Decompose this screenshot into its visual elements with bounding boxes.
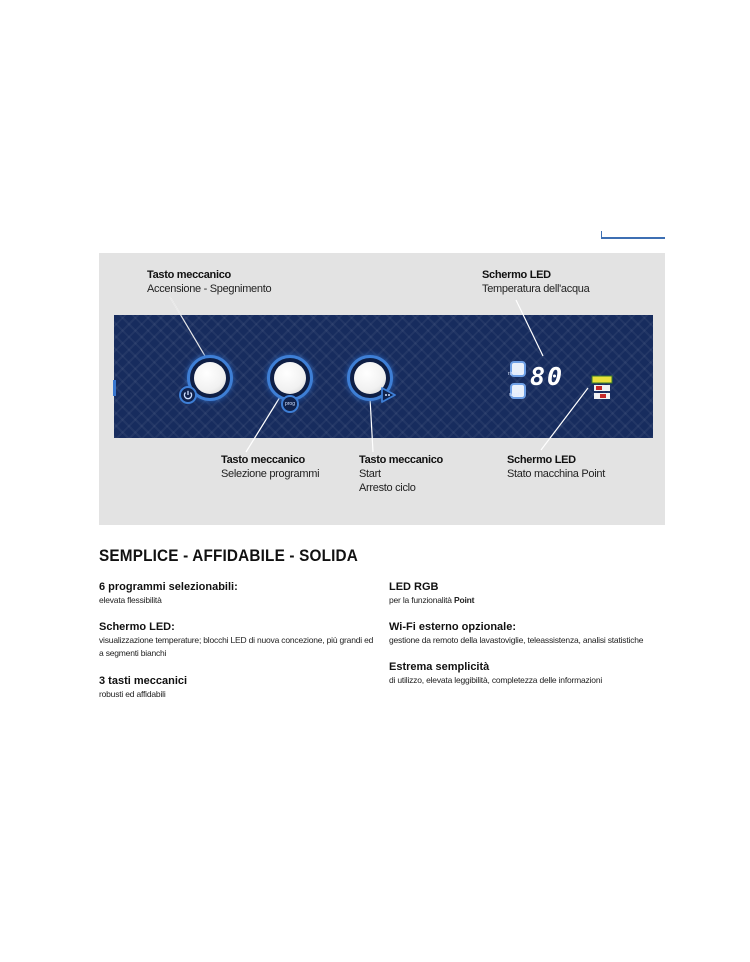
feature-title: LED RGB	[389, 581, 439, 593]
feature-desc: gestione da remoto della lavastoviglie, teleassistenza, analisi statistiche	[389, 635, 644, 645]
feature-wifi	[389, 620, 689, 647]
program-button-face[interactable]	[274, 362, 306, 394]
feature-desc: di utilizzo, elevata leggibilità, completezza delle informazioni	[389, 675, 603, 685]
callout-title: Tasto meccanico	[221, 454, 305, 466]
feature-title: 6 programmi selezionabili:	[99, 581, 238, 593]
feature-mechanical-keys	[99, 674, 419, 701]
feature-desc: visualizzazione temperature; blocchi LED di nuova concezione, più grandi ed	[99, 635, 374, 645]
rinse-label: rinse	[508, 371, 519, 377]
callout-program-button	[221, 453, 319, 481]
feature-title: Estrema semplicità	[389, 661, 490, 673]
callout-subtitle: Stato macchina Point	[507, 468, 605, 480]
feature-desc: elevata flessibilità	[99, 595, 162, 605]
callout-led-temperature	[482, 268, 589, 296]
feature-simplicity	[389, 660, 689, 687]
feature-desc	[389, 594, 709, 607]
callout-title: Tasto meccanico	[359, 454, 443, 466]
callout-subtitle: Selezione programmi	[221, 468, 320, 480]
callout-subtitle: Accensione - Spegnimento	[147, 283, 272, 295]
feature-desc-text: per la funzionalità	[389, 595, 452, 605]
callout-title: Tasto meccanico	[147, 269, 231, 281]
section-heading: SEMPLICE - AFFIDABILE - SOLIDA	[99, 546, 358, 565]
feature-desc-2: a segmenti bianchi	[99, 648, 167, 658]
feature-desc: robusti ed affidabili	[99, 689, 166, 699]
callout-title: Schermo LED	[507, 454, 576, 466]
led-temperature-display: 80	[530, 362, 565, 391]
feature-programs	[99, 580, 419, 607]
callout-start-button	[359, 453, 443, 495]
callout-title: Schermo LED	[482, 269, 551, 281]
prog-icon: prog	[281, 395, 299, 413]
callout-subtitle: Temperatura dell'acqua	[482, 283, 590, 295]
play-icon	[379, 386, 397, 404]
callout-led-status	[507, 453, 605, 481]
power-button-face[interactable]	[194, 362, 226, 394]
callout-power-button	[147, 268, 271, 296]
power-icon	[179, 386, 197, 404]
wash-label: wash	[509, 392, 521, 398]
callout-subtitle-2: Arresto ciclo	[359, 482, 416, 494]
point-brand: Point	[454, 595, 475, 605]
callout-subtitle: Start	[359, 468, 381, 480]
feature-led-rgb	[389, 580, 709, 607]
feature-title: 3 tasti meccanici	[99, 675, 188, 687]
feature-title: Wi-Fi esterno opzionale:	[389, 621, 517, 633]
status-led-icon	[590, 375, 614, 401]
feature-title: Schermo LED:	[99, 621, 175, 633]
feature-led-screen	[99, 620, 419, 660]
